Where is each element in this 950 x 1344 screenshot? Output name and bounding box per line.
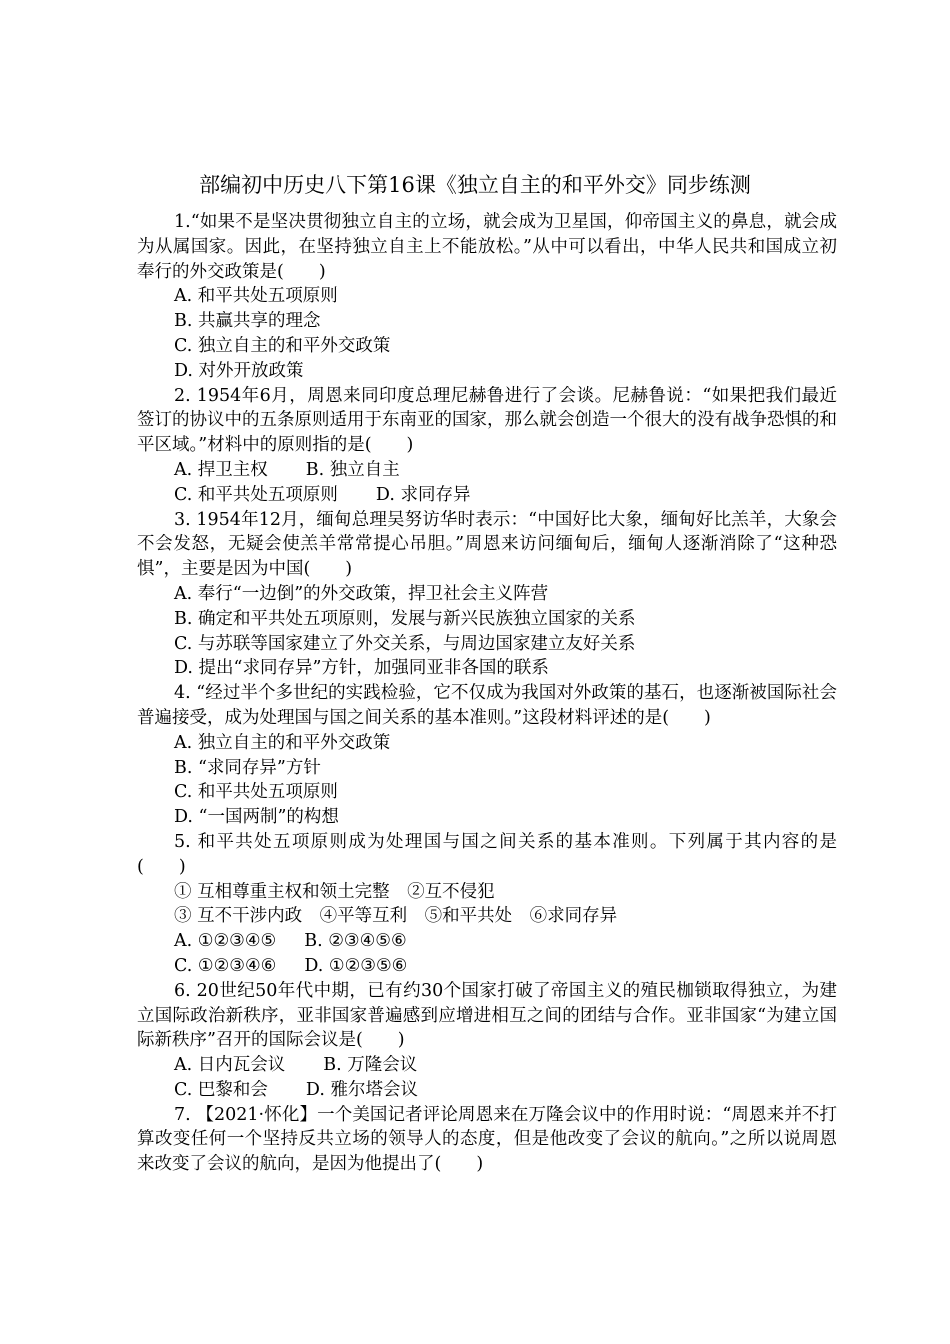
question-5-option-d: D. ①②③⑤⑥ bbox=[304, 955, 408, 976]
question-6-option-d: D. 雅尔塔会议 bbox=[305, 1079, 418, 1100]
question-5-items-row-2 bbox=[137, 904, 837, 929]
question-6-stem: 6. 20世纪50年代中期，已有约30个国家打破了帝国主义的殖民枷锁取得独立，为建立国际政治新秩序，亚非国家普遍感到应增进相互之间的团结与合作。亚非国家“为建立国际新秩序”召开的国际会议是( ) bbox=[137, 980, 837, 1051]
question-2-option-c: C. 和平共处五项原则 bbox=[174, 484, 338, 505]
question-5-options-row-2 bbox=[137, 954, 837, 979]
question-3-option-a: A. 奉行“一边倒”的外交政策，捍卫社会主义阵营 bbox=[174, 583, 549, 604]
question-6-option-a: A. 日内瓦会议 bbox=[174, 1055, 286, 1076]
question-2-option-a: A. 捍卫主权 bbox=[174, 459, 268, 480]
question-5-item-1-marker: ① bbox=[174, 881, 192, 902]
question-2-option-b: B. 独立自主 bbox=[305, 459, 400, 480]
question-1-option-b: B. 共赢共享的理念 bbox=[174, 311, 321, 332]
question-4-option-b: B. “求同存异”方针 bbox=[174, 757, 321, 778]
question-1-option-d: D. 对外开放政策 bbox=[174, 360, 304, 381]
question-3-option-c: C. 与苏联等国家建立了外交关系，与周边国家建立友好关系 bbox=[174, 633, 636, 654]
question-1-option-a: A. 和平共处五项原则 bbox=[174, 286, 338, 307]
question-5-items-row-1 bbox=[137, 880, 837, 905]
question-6-option-c: C. 巴黎和会 bbox=[174, 1079, 268, 1100]
question-5-item-2: ②互不侵犯 bbox=[407, 881, 495, 902]
question-4-stem: 4. “经过半个多世纪的实践检验，它不仅成为我国对外政策的基石，也逐渐被国际社会普遍接受，成为处理国与国之间关系的基本准则。”这段材料评述的是( ) bbox=[137, 683, 837, 728]
question-5-option-b: B. ②③④⑤⑥ bbox=[304, 931, 407, 952]
question-5-item-5: ⑤和平共处 bbox=[424, 906, 513, 927]
question-2-option-d: D. 求同存异 bbox=[375, 484, 471, 505]
question-5-options-row-1 bbox=[137, 929, 837, 954]
question-5-option-a: A. ①②③④⑤ bbox=[174, 931, 277, 952]
question-5-item-6: ⑥求同存异 bbox=[529, 906, 618, 927]
question-7-stem: 7. 【2021·怀化】一个美国记者评论周恩来在万隆会议中的作用时说：“周恩来并不打算改变任何一个坚持反共立场的领导人的态度，但是他改变了会议的航向。”之所以说周恩来改变了会议的航向，是因为他提出了( ) bbox=[137, 1104, 837, 1175]
question-5-option-c: C. ①②③④⑥ bbox=[174, 955, 277, 976]
question-6-option-b: B. 万隆会议 bbox=[323, 1055, 418, 1076]
question-1-option-c: C. 独立自主的和平外交政策 bbox=[174, 335, 391, 356]
question-2-options-row-1 bbox=[137, 458, 837, 483]
question-4-option-a: A. 独立自主的和平外交政策 bbox=[174, 732, 391, 753]
question-5-item-3-marker: ③ bbox=[174, 906, 192, 927]
question-5-stem: 5. 和平共处五项原则成为处理国与国之间关系的基本准则。下列属于其内容的是( ) bbox=[137, 831, 837, 877]
question-4-option-c: C. 和平共处五项原则 bbox=[174, 782, 338, 803]
question-2-stem: 2. 1954年6月，周恩来同印度总理尼赫鲁进行了会谈。尼赫鲁说：“如果把我们最近签订的协议中的五条原则适用于东南亚的国家，那么就会创造一个很大的没有战争恐惧的和平区域。”材料中的原则指的是( ) bbox=[137, 385, 837, 456]
document-title: 部编初中历史八下第16课《独立自主的和平外交》同步练测 bbox=[199, 173, 751, 197]
question-5-item-3: 互不干涉内政 bbox=[197, 906, 303, 927]
question-6-options-row-2 bbox=[137, 1078, 837, 1103]
question-2-options-row-2 bbox=[137, 483, 837, 508]
question-3-stem: 3. 1954年12月，缅甸总理吴努访华时表示：“中国好比大象，缅甸好比羔羊，大象会不会发怒，无疑会使羔羊常常提心吊胆。”周恩来访问缅甸后，缅甸人逐渐消除了“这种恐惧”，主要是因为中国( ) bbox=[137, 509, 837, 580]
question-list bbox=[137, 210, 837, 1177]
question-5-item-4: ④平等互利 bbox=[319, 906, 408, 927]
question-3-option-d: D. 提出“求同存异”方针，加强同亚非各国的联系 bbox=[174, 658, 549, 679]
question-6-options-row-1 bbox=[137, 1053, 837, 1078]
question-4-option-d: D. “一国两制”的构想 bbox=[174, 807, 339, 828]
question-1-stem: 1.“如果不是坚决贯彻独立自主的立场，就会成为卫星国，仰帝国主义的鼻息，就会成为从属国家。因此，在坚持独立自主上不能放松。”从中可以看出，中华人民共和国成立初奉行的外交政策是( ) bbox=[137, 212, 837, 282]
question-3-option-b: B. 确定和平共处五项原则，发展与新兴民族独立国家的关系 bbox=[174, 608, 636, 629]
question-5-item-1: 互相尊重主权和领土完整 bbox=[197, 881, 390, 902]
